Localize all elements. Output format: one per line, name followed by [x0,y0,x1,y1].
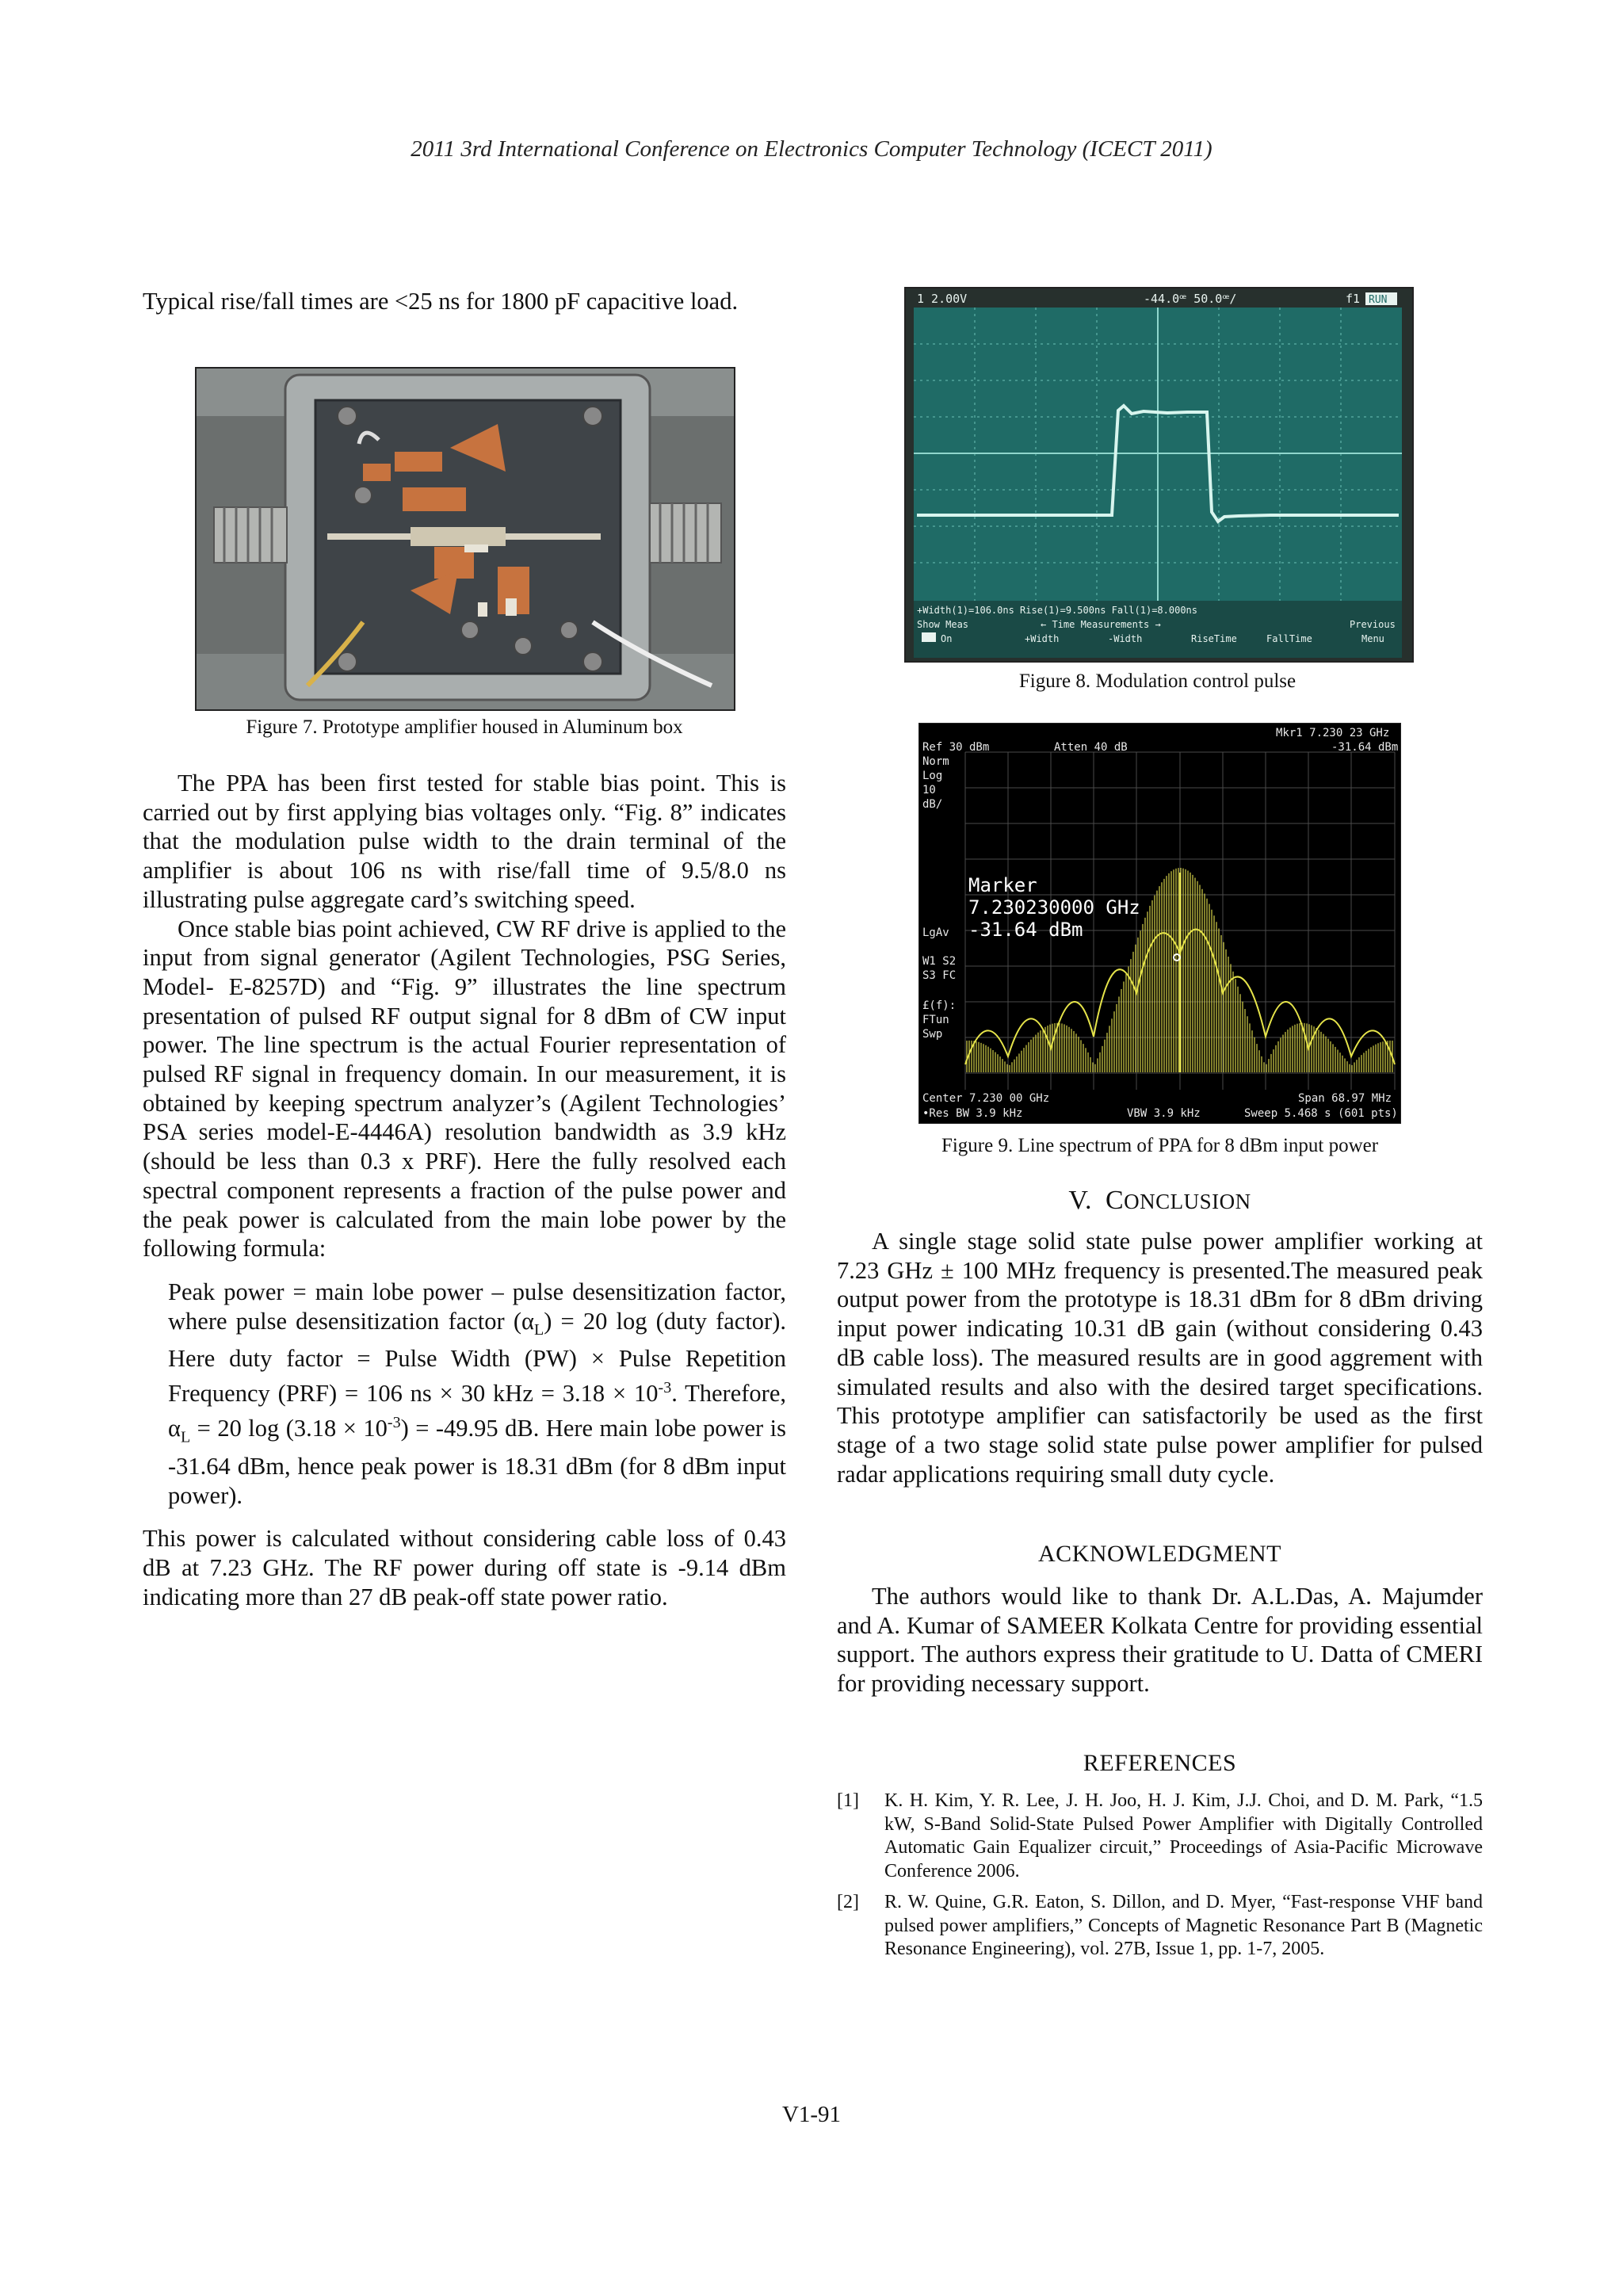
conclusion-number: V. [1068,1186,1092,1215]
figure-8-caption: Figure 8. Modulation control pulse [1018,670,1296,692]
sa-side-ftun: FTun [922,1014,949,1026]
formula-text-1: Peak power = main lobe power – pulse desensitization factor, where pulse desensitization factor (α [168,1278,786,1335]
references-list [837,1790,1483,1969]
formula-text-5: ) = -49.95 dB. Here main lobe power is -31.64 dBm, hence peak power is 18.31 dBm (for 8 dBm input power). [168,1415,786,1509]
sa-side-scale: 10 [922,784,936,797]
osc-timebase-label: -44.0ꟹ 50.0ꟹ/ [1144,292,1237,306]
left-column-intro [143,287,786,316]
sa-marker-power: -31.64 dBm [968,919,1083,941]
formula-text-4: = 20 log (3.18 × 10 [190,1415,388,1442]
sa-attenuation: Atten 40 dB [1054,741,1128,754]
page-number: V1-91 [781,2102,842,2127]
sa-side-norm: Norm [922,755,949,768]
osc-softkey-risetime: RiseTime [1191,633,1237,644]
figure-7-photo [195,367,735,711]
sa-marker-readout: Mkr1 7.230 23 GHz [1276,727,1390,739]
amplifier-box-image [197,369,734,709]
intro-paragraph: Typical rise/fall times are <25 ns for 1800 pF capacitive load. [143,288,739,315]
sa-sweep: Sweep 5.468 s (601 pts) [1244,1107,1398,1120]
sa-res-bw: •Res BW 3.9 kHz [922,1107,1023,1120]
sa-side-log: Log [922,770,943,782]
conclusion-heading [837,1186,1483,1216]
osc-softkey-time-measurements: ← Time Measurements → [1041,619,1161,630]
osc-softkey-plus-width: +Width [1025,633,1060,644]
osc-softkey-show-meas: Show Meas [917,619,969,630]
references-heading: REFERENCES [1083,1750,1237,1776]
sa-vbw: VBW 3.9 kHz [1127,1107,1201,1120]
conclusion-paragraph: A single stage solid state pulse power amplifier working at 7.23 GHz ± 100 MHz frequency is presented.The measured peak output power from the prototype is 18.31 dBm for 8 dBm driving input power indicating 10.31 dB gain (without considering 0.43 dB cable loss). The measured results are in good aggrement with simulated results and also with the desired target specifications. This prototype amplifier can satisfactorily be used as the first stage of a two stage solid state pulse power amplifier for pulsed radar applications requiring small duty cycle. [837,1228,1483,1488]
formula-subscript-2: L [180,1428,191,1446]
acknowledgment-body [837,1582,1483,1698]
conclusion-heading-rest: ONCLUSION [1124,1190,1251,1213]
osc-softkey-minus-width: -Width [1108,633,1143,644]
osc-softkey-previous: Previous [1350,619,1396,630]
osc-measurements: +Width(1)=106.0ns Rise(1)=9.500ns Fall(1)=8.000ns [917,605,1198,616]
osc-channel-label: 1 2.00V [917,292,968,306]
figure-9-caption: Figure 9. Line spectrum of PPA for 8 dBm input power [941,1135,1379,1156]
sa-side-ff: £(f): [922,999,957,1012]
formula-superscript-2: -3 [387,1414,401,1432]
formula-superscript-1: -3 [658,1379,672,1397]
reference-text: K. H. Kim, Y. R. Lee, J. H. Joo, H. J. Kim, J.J. Choi, and D. M. Park, “1.5 kW, S-Band Solid-State Pulsed Power Amplifier with Digitally Controlled Automatic Gain Equalizer circuit,” Proceedings of Asia-Pacific Microwave Conference 2006. [884,1790,1483,1881]
conclusion-body [837,1227,1483,1488]
figure-8-oscilloscope [904,287,1414,663]
osc-run-badge: RUN [1369,294,1388,306]
sa-side-w1s2: W1 S2 [922,955,957,968]
figure-9-spectrum-analyzer [918,723,1401,1124]
acknowledgment-paragraph: The authors would like to thank Dr. A.L.Das, A. Majumder and A. Kumar of SAMEER Kolkata Centre for providing essential support. The authors express their gratitude to U. Datta of CMERI for providing necessary support. [837,1583,1483,1698]
paragraph-bias-test: The PPA has been first tested for stable bias point. This is carried out by first applying bias voltages only. “Fig. 8” indicates that the modulation pulse width to the drain terminal of the amplifier is about 106 ns with rise/fall time of 9.5/8.0 ns illustrating pulse aggregate card’s switching speed. [143,770,786,913]
formula-subscript-1: L [533,1320,544,1339]
reference-text: R. W. Quine, G.R. Eaton, S. Dillon, and D. Myer, “Fast-response VHF band pulsed power amplifiers,” Concepts of Magnetic Resonance Part B (Magnetic Resonance Engineering), vol. 27B, Issue 1, pp. 1-7, 2005. [884,1892,1483,1959]
running-header: 2011 3rd International Conference on Electronics Computer Technology (ICECT 2011) [411,136,1212,162]
left-column-body [143,769,786,1611]
sa-side-s3fc: S3 FC [922,969,957,982]
reference-number: [2] [837,1892,859,1912]
sa-side-lgav: LgAv [922,926,949,939]
conclusion-heading-initial: C [1105,1186,1125,1215]
oscilloscope-screen [906,288,1412,661]
peak-power-formula [168,1278,786,1510]
paragraph-cable-loss: This power is calculated without considering cable loss of 0.43 dB at 7.23 GHz. The RF power during off state is -9.14 dBm indicating more than 27 dB peak-off state power ratio. [143,1525,786,1610]
paragraph-line-spectrum: Once stable bias point achieved, CW RF drive is applied to the input from signal generator (Agilent Technologies, PSG Series, Model- E-8257D) and “Fig. 9” illustrates the line spectrum presentation of pulsed RF output signal for 8 dBm of CW input power. The line spectrum is the actual Fourier representation of pulsed RF signal in frequency domain. In our measurement, it is obtained by keeping spectrum analyzer’s (Agilent Technologies’ PSA series model-E-4446A) resolution bandwidth as 3.9 kHz (should be less than 0.3 x PRF). Here the fully resolved each spectral component represents a fraction of the pulse power and the peak power is calculated from the main lobe power by the following formula: [143,915,786,1263]
sa-marker-value: -31.64 dBm [1331,741,1399,754]
osc-softkey-falltime: FallTime [1266,633,1312,644]
sa-side-swp: Swp [922,1028,943,1041]
reference-item [837,1891,1483,1962]
sa-marker-title: Marker [968,874,1037,896]
osc-softkey-on: On [941,633,953,644]
osc-trigger-label: f1 [1346,292,1361,306]
reference-item [837,1790,1483,1883]
sa-side-unit: dB/ [922,798,943,811]
sa-span: Span 68.97 MHz [1298,1092,1392,1105]
osc-softkey-menu: Menu [1361,633,1384,644]
formula-text-2: ) = 20 log (duty factor). Here duty factor = Pulse Width (PW) × Pulse Repetition Frequency (PRF) = 106 ns × 30 kHz = 3.18 × 10 [168,1307,786,1408]
formula-text-3: . Therefore, α [168,1380,786,1442]
reference-number: [1] [837,1790,859,1811]
sa-ref-level: Ref 30 dBm [922,741,990,754]
sa-marker-frequency: 7.230230000 GHz [968,896,1140,919]
sa-center-frequency: Center 7.230 00 GHz [922,1092,1050,1105]
acknowledgment-heading: ACKNOWLEDGMENT [1038,1541,1281,1567]
figure-7-caption: Figure 7. Prototype amplifier housed in Aluminum box [246,716,683,738]
spectrum-analyzer-screen [919,724,1400,1123]
